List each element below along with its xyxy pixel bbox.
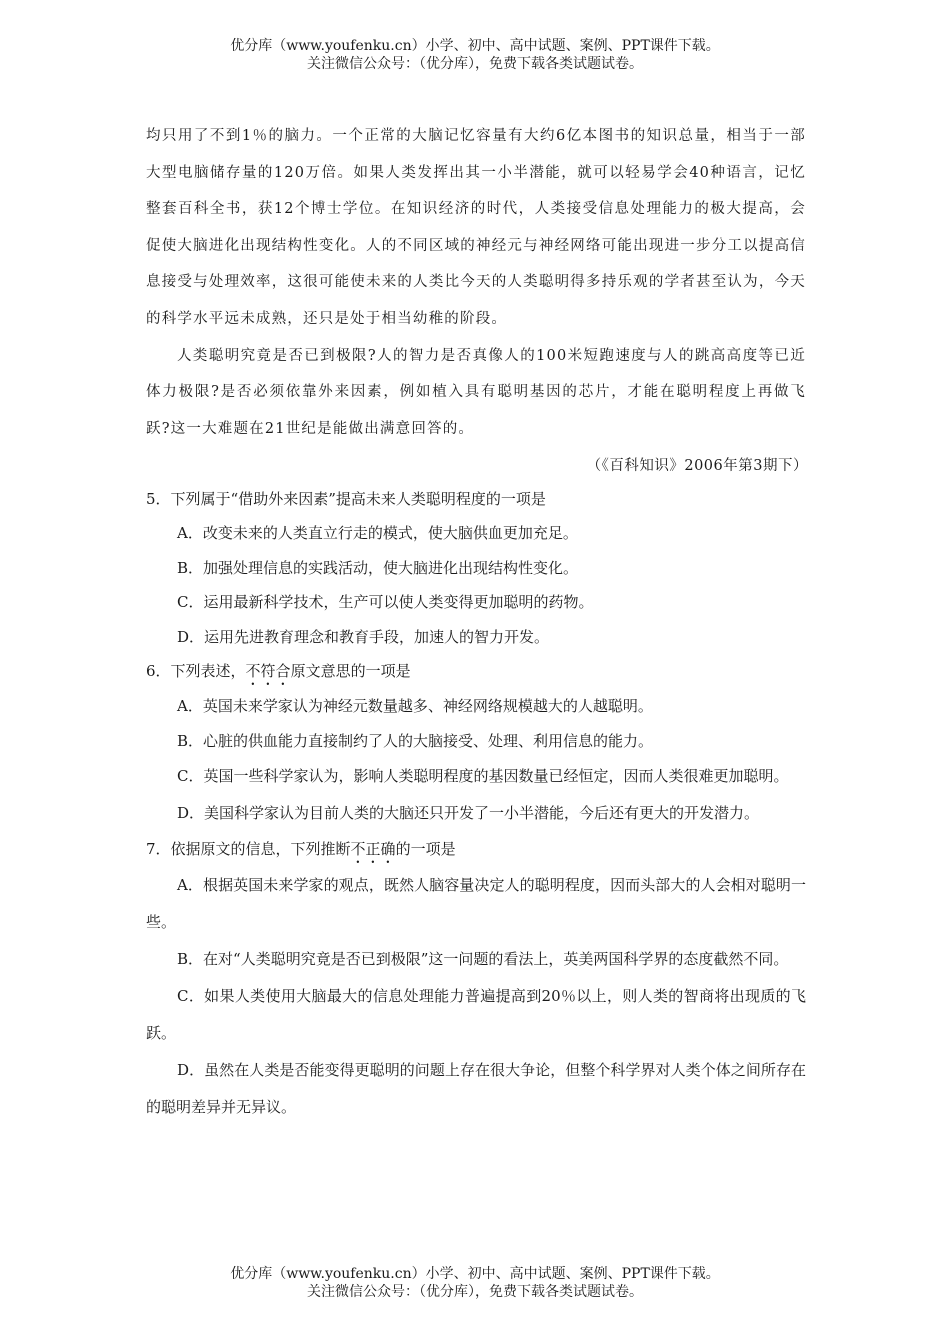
question-7-option-c: C．如果人类使用大脑最大的信息处理能力普遍提高到20％以上，则人类的智商将出现质的飞跃。 bbox=[146, 987, 806, 1042]
page-footer bbox=[0, 1265, 950, 1301]
question-6-option-a: A．英国未来学家认为神经元数量越多、神经网络规模越大的人越聪明。 bbox=[177, 697, 653, 715]
footer-line-1: 优分库（www.youfenku.cn）小学、初中、高中试题、案例、PPT课件下载。 bbox=[230, 1266, 720, 1282]
question-6-stem bbox=[146, 654, 806, 689]
question-5-stem: 5．下列属于“借助外来因素”提高未来人类聪明程度的一项是 bbox=[146, 490, 546, 508]
question-7-option-b: B．在对“人类聪明究竟是否已到极限”这一问题的看法上，英美两国科学界的态度截然不同。 bbox=[177, 950, 789, 968]
passage-paragraph-1: 均只用了不到1％的脑力。一个正常的大脑记忆容量有大约6亿本图书的知识总量，相当于一部大型电脑储存量的120万倍。如果人类发挥出其一小半潜能，就可以轻易学会40种语言，记忆整套百科全书，获12个博士学位。在知识经济的时代，人类接受信息处理能力的极大提高，会促使大脑进化出现结构性变化。人的不同区域的神经元与神经网络可能出现进一步分工以提高信息接受与处理效率，这很可能使未来的人类比今天的人类聪明得多持乐观的学者甚至认为，今天的科学水平远未成熟，还只是处于相当幼稚的阶段。 bbox=[146, 128, 806, 327]
questions bbox=[146, 482, 806, 1126]
question-5-option-d: D．运用先进教育理念和教育手段，加速人的智力开发。 bbox=[177, 627, 550, 646]
question-7-stem-pre: 7．依据原文的信息，下列推断 bbox=[146, 840, 351, 858]
question-7-stem-emphasis: 不正确 bbox=[350, 840, 396, 858]
question-5-option-b: B．加强处理信息的实践活动，使大脑进化出现结构性变化。 bbox=[177, 558, 579, 577]
header-line-2: 关注微信公众号：（优分库），免费下载各类试题试卷。 bbox=[307, 56, 643, 72]
question-6-option-d: D．美国科学家认为目前人类的大脑还只开发了一小半潜能，今后还有更大的开发潜力。 bbox=[177, 804, 760, 822]
question-7-option-d: D．虽然在人类是否能变得更聪明的问题上存在很大争论，但整个科学界对人类个体之间所存在的聪明差异并无异议。 bbox=[146, 1061, 806, 1116]
question-7-stem-post: 的一项是 bbox=[395, 840, 456, 858]
page-header bbox=[0, 37, 950, 73]
passage bbox=[146, 118, 806, 447]
footer-line-2: 关注微信公众号：（优分库），免费下载各类试题试卷。 bbox=[307, 1284, 643, 1300]
question-7-option-a: A．根据英国未来学家的观点，既然人脑容量决定人的聪明程度，因而头部大的人会相对聪明一些。 bbox=[146, 876, 806, 931]
question-6-option-b: B．心脏的供血能力直接制约了人的大脑接受、处理、利用信息的能力。 bbox=[177, 731, 654, 750]
passage-source: （《百科知识》2006年第3期下） bbox=[586, 458, 808, 474]
question-6-stem-post: 原文意思的一项是 bbox=[290, 662, 411, 680]
passage-paragraph-2: 人类聪明究竟是否已到极限?人的智力是否真像人的100米短跑速度与人的跳高高度等已近体力极限?是否必须依靠外来因素，例如植入具有聪明基因的芯片，才能在聪明程度上再做飞跃?这一大难题在21世纪是能做出满意回答的。 bbox=[146, 347, 806, 437]
question-5-option-a: A．改变未来的人类直立行走的模式，使大脑供血更加充足。 bbox=[177, 524, 578, 542]
question-6-stem-pre: 6．下列表述， bbox=[146, 662, 246, 680]
question-7-stem bbox=[146, 832, 806, 867]
header-line-1: 优分库（www.youfenku.cn）小学、初中、高中试题、案例、PPT课件下载。 bbox=[230, 38, 720, 54]
question-6-stem-emphasis: 不符合 bbox=[245, 662, 291, 680]
question-5-option-c: C．运用最新科学技术，生产可以使人类变得更加聪明的药物。 bbox=[177, 593, 594, 611]
question-6-option-c: C．英国一些科学家认为，影响人类聪明程度的基因数量已经恒定，因而人类很难更加聪明。 bbox=[177, 767, 789, 785]
